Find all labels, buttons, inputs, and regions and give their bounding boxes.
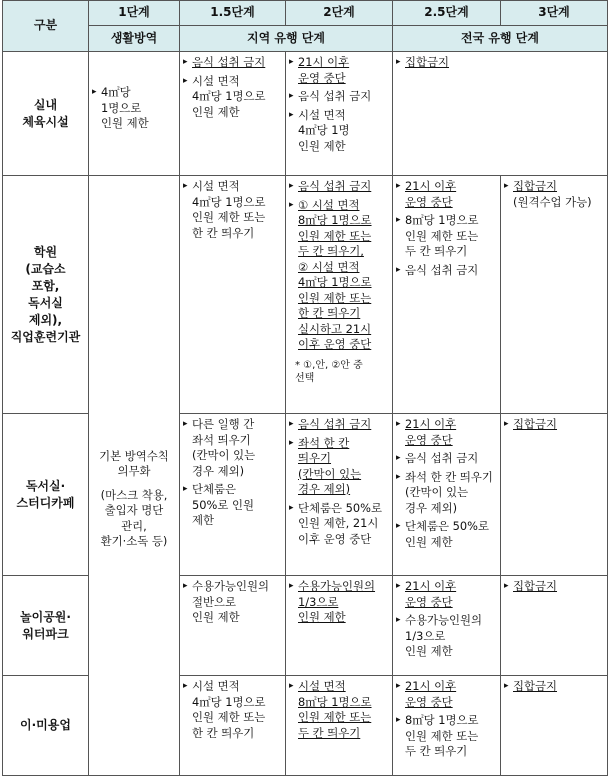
triangle-bullet-icon: ▸	[289, 437, 294, 448]
bullet-item	[504, 179, 604, 210]
triangle-bullet-icon: ▸	[504, 581, 509, 591]
bullet-text: 수용가능인원의 1/3으로 인원 제한	[298, 579, 376, 624]
header-level-3: 3단계	[501, 1, 608, 26]
triangle-bullet-icon: ▸	[289, 109, 294, 120]
triangle-bullet-icon: ▸	[183, 581, 188, 591]
level-1-5-cell	[180, 52, 286, 176]
triangle-bullet-icon: ▸	[396, 181, 401, 191]
table-row	[3, 176, 608, 414]
level-2-5-cell	[393, 576, 501, 676]
bullet-text: 21시 이후 운영 중단	[405, 679, 457, 709]
triangle-bullet-icon: ▸	[183, 681, 188, 691]
bullet-item	[183, 55, 282, 71]
bullet-suffix: (원격수업 가능)	[513, 194, 592, 209]
level-1-5-cell	[180, 676, 286, 776]
level-2-cell	[286, 676, 393, 776]
triangle-bullet-icon: ▸	[396, 715, 401, 725]
bullet-text: 단체룸은 50%로 인원 제한, 21시 이후 운영 중단	[298, 500, 382, 546]
triangle-bullet-icon: ▸	[504, 181, 509, 191]
bullet-text: 단체룸은 50%로 인원 제한	[405, 519, 489, 549]
bullet-item	[289, 108, 389, 155]
triangle-bullet-icon: ▸	[289, 199, 294, 210]
triangle-bullet-icon: ▸	[183, 181, 188, 191]
bullet-item	[396, 263, 497, 279]
bullet-item	[183, 482, 282, 529]
triangle-bullet-icon: ▸	[396, 453, 401, 463]
basic-rule-detail: (마스크 착용, 출입자 명단 관리, 환기·소독 등)	[100, 487, 168, 548]
bullet-text: 집합금지	[513, 679, 558, 693]
bullet-text: 21시 이후 운영 중단	[405, 417, 457, 447]
level-3-cell	[501, 676, 608, 776]
triangle-bullet-icon: ▸	[396, 521, 401, 531]
bullet-text: 시설 면적 4㎡당 1명 인원 제한	[298, 107, 350, 153]
bullet-text: 음식 섭취 금지	[298, 179, 372, 193]
bullet-text: 21시 이후 운영 중단	[405, 179, 457, 209]
triangle-bullet-icon: ▸	[183, 419, 188, 429]
bullet-text: 집합금지	[513, 179, 558, 193]
bullet-item	[396, 613, 497, 660]
level-3-cell	[501, 176, 608, 414]
bullet-item	[289, 436, 389, 498]
bullet-item	[289, 679, 389, 741]
bullet-text: 다른 일행 간 좌석 띄우기 (칸막이 있는 경우 제외)	[192, 417, 256, 478]
bullet-item	[396, 451, 497, 467]
category-cell: 독서실· 스터디카페	[3, 414, 89, 576]
triangle-bullet-icon: ▸	[183, 75, 188, 86]
basic-rule-text: 기본 방역수칙 의무화	[99, 448, 169, 478]
bullet-item	[183, 74, 282, 121]
level-2-cell	[286, 576, 393, 676]
level-2-5-cell	[393, 52, 608, 176]
bullet-item	[396, 417, 497, 448]
bullet-item	[183, 179, 282, 241]
bullet-item	[396, 55, 604, 71]
option-note: * ①,안, ②안 중 선택	[295, 359, 363, 384]
bullet-item	[504, 417, 604, 433]
bullet-item	[183, 679, 282, 741]
category-cell: 실내 체육시설	[3, 52, 89, 176]
triangle-bullet-icon: ▸	[396, 215, 401, 225]
triangle-bullet-icon: ▸	[396, 419, 401, 429]
bullet-text: 좌석 한 칸 띄우기 (칸막이 있는 경우 제외)	[405, 469, 493, 515]
level-1-5-cell	[180, 576, 286, 676]
level-2-cell	[286, 414, 393, 576]
bullet-text: 집합금지	[513, 417, 558, 431]
cell-text: 4㎡당 1명으로 인원 제한	[101, 85, 149, 130]
triangle-bullet-icon: ▸	[396, 57, 401, 67]
level-3-cell	[501, 414, 608, 576]
triangle-bullet-icon: ▸	[289, 581, 294, 591]
level-2-5-cell	[393, 176, 501, 414]
level-2-5-cell	[393, 414, 501, 576]
header-level-1: 1단계	[89, 1, 180, 26]
bullet-text: 시설 면적 4㎡당 1명으로 인원 제한 또는 한 칸 띄우기	[192, 179, 266, 240]
bullet-text: 8㎡당 1명으로 인원 제한 또는 두 칸 띄우기	[405, 713, 479, 758]
bullet-item	[396, 470, 497, 517]
level-2-cell	[286, 176, 393, 414]
triangle-bullet-icon: ▸	[396, 264, 401, 275]
category-cell: 학원 (교습소 포함, 독서실 제외), 직업훈련기관	[3, 176, 89, 414]
bullet-item	[183, 579, 282, 626]
bullet-text: 음식 섭취 금지	[405, 262, 479, 277]
bullet-item	[504, 579, 604, 595]
triangle-bullet-icon: ▸	[504, 681, 509, 691]
bullet-text: 좌석 한 칸 띄우기 (칸막이 있는 경우 제외)	[298, 435, 362, 496]
category-cell: 놀이공원· 워터파크	[3, 576, 89, 676]
triangle-bullet-icon: ▸	[289, 181, 294, 191]
bullet-item	[289, 179, 389, 195]
bullet-item	[396, 213, 497, 260]
bullet-text: 시설 면적 8㎡당 1명으로 인원 제한 또는 두 칸 띄우기	[298, 679, 372, 740]
bullet-text: 21시 이후 운영 중단	[298, 55, 350, 85]
bullet-item	[289, 579, 389, 626]
bullet-text: 수용가능인원의 절반으로 인원 제한	[192, 579, 270, 624]
header-level-2: 2단계	[286, 1, 393, 26]
bullet-text: 수용가능인원의 1/3으로 인원 제한	[405, 613, 483, 658]
bullet-text: 시설 면적 4㎡당 1명으로 인원 제한	[192, 73, 266, 119]
triangle-bullet-icon: ▸	[396, 615, 401, 625]
triangle-bullet-icon: ▸	[289, 57, 294, 67]
bullet-item	[396, 713, 497, 760]
triangle-bullet-icon: ▸	[289, 681, 294, 691]
header-category: 구분	[3, 1, 89, 52]
bullet-item	[396, 519, 497, 550]
bullet-item	[289, 417, 389, 433]
level-2-5-cell	[393, 676, 501, 776]
bullet-text: ① 시설 면적 8㎡당 1명으로 인원 제한 또는 두 칸 띄우기, ② 시설 면적 4㎡당 1명으로 인원 제한 또는 한 칸 띄우기 실시하고 21시 이후 운영 중단	[298, 197, 372, 351]
bullet-text: 음식 섭취 금지	[298, 89, 372, 103]
bullet-text: 8㎡당 1명으로 인원 제한 또는 두 칸 띄우기	[405, 213, 479, 258]
bullet-item	[289, 501, 389, 548]
bullet-text: 음식 섭취 금지	[298, 417, 372, 431]
level-2-cell	[286, 52, 393, 176]
bullet-item	[396, 179, 497, 210]
bullet-item	[289, 55, 389, 86]
level-1-5-cell	[180, 176, 286, 414]
table-row	[3, 52, 608, 176]
triangle-bullet-icon: ▸	[289, 502, 294, 513]
triangle-bullet-icon: ▸	[504, 419, 509, 429]
triangle-bullet-icon: ▸	[92, 87, 97, 97]
bullet-text: 단체룸은 50%로 인원 제한	[192, 482, 254, 527]
bullet-text: 집합금지	[405, 55, 450, 69]
level-1-cell	[89, 52, 180, 176]
triangle-bullet-icon: ▸	[183, 57, 188, 67]
bullet-item	[504, 679, 604, 695]
bullet-item	[289, 198, 389, 353]
bullet-text: 시설 면적 4㎡당 1명으로 인원 제한 또는 한 칸 띄우기	[192, 679, 266, 740]
header-national-stage: 전국 유행 단계	[393, 26, 608, 52]
triangle-bullet-icon: ▸	[396, 471, 401, 482]
bullet-text: 음식 섭취 금지	[192, 55, 266, 69]
bullet-text: 21시 이후 운영 중단	[405, 579, 457, 609]
triangle-bullet-icon: ▸	[289, 419, 294, 429]
bullet-item	[396, 679, 497, 710]
bullet-item	[396, 579, 497, 610]
bullet-item	[289, 89, 389, 105]
header-level-1-5: 1.5단계	[180, 1, 286, 26]
level-1-5-cell	[180, 414, 286, 576]
bullet-text: 음식 섭취 금지	[405, 451, 479, 465]
header-regional-stage: 지역 유행 단계	[180, 26, 393, 52]
triangle-bullet-icon: ▸	[396, 581, 401, 591]
triangle-bullet-icon: ▸	[183, 484, 188, 494]
bullet-item	[183, 417, 282, 479]
restrictions-table	[2, 0, 608, 776]
bullet-text: 집합금지	[513, 579, 558, 593]
level-1-basic-cell	[89, 176, 180, 776]
level-3-cell	[501, 576, 608, 676]
header-daily-prevention: 생활방역	[89, 26, 180, 52]
triangle-bullet-icon: ▸	[289, 91, 294, 101]
triangle-bullet-icon: ▸	[396, 681, 401, 691]
header-level-2-5: 2.5단계	[393, 1, 501, 26]
category-cell: 이·미용업	[3, 676, 89, 776]
